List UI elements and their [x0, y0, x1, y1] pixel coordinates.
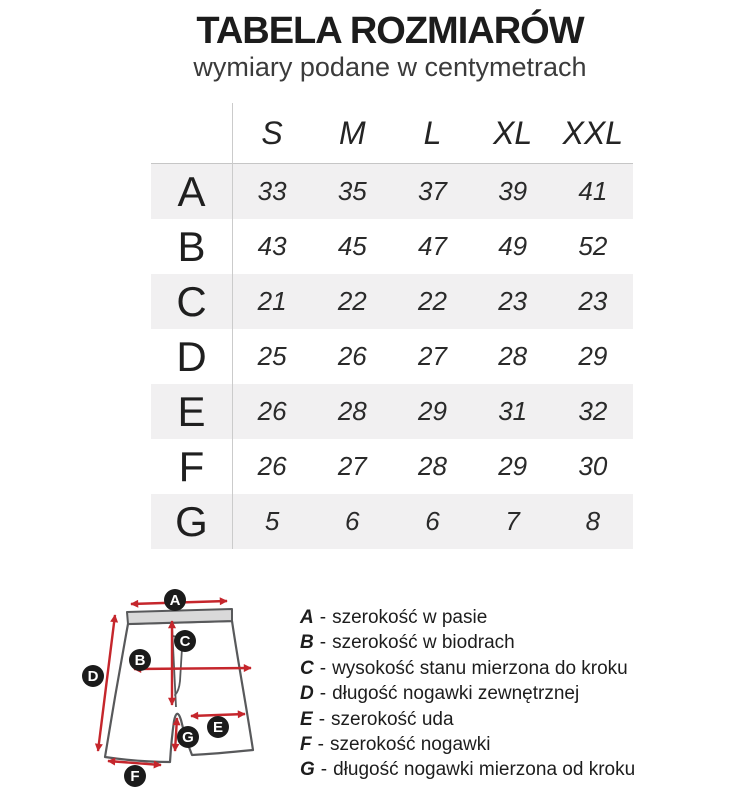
diagram-marker-b — [129, 649, 151, 671]
table-row-g — [151, 494, 633, 549]
value-e-s: 26 — [257, 396, 287, 426]
legend-letter-b: B — [300, 632, 314, 654]
legend-letter-g: G — [300, 759, 315, 781]
arrow-b — [134, 668, 251, 669]
column-header-xxl: XXL — [562, 114, 624, 151]
value-f-s: 26 — [257, 451, 287, 481]
measurement-legend — [300, 607, 730, 785]
value-c-xl: 23 — [498, 286, 528, 316]
legend-item-g — [300, 759, 730, 784]
value-d-xl: 28 — [498, 341, 528, 371]
svg-text:D: D — [87, 668, 99, 685]
diagram-marker-a — [164, 589, 186, 611]
value-g-s: 5 — [264, 506, 280, 536]
page-header — [13, 0, 754, 82]
row-label-f: F — [178, 442, 205, 490]
svg-text:A: A — [169, 592, 181, 609]
svg-text:G: G — [182, 729, 194, 746]
value-c-s: 21 — [257, 286, 287, 316]
value-b-m: 45 — [337, 231, 367, 261]
legend-description-f: szerokość nogawki — [329, 733, 491, 755]
diagram-marker-e — [207, 716, 229, 738]
waistband — [127, 609, 232, 624]
diagram-marker-d — [82, 665, 104, 687]
value-c-xxl: 23 — [578, 286, 608, 316]
legend-description-d: długość nogawki zewnętrznej — [332, 683, 580, 705]
legend-item-e — [300, 709, 730, 734]
legend-separator: - — [319, 657, 327, 679]
table-row-a — [151, 164, 633, 219]
table-row-c — [151, 274, 633, 329]
diagram-marker-f — [124, 765, 146, 787]
value-a-xl: 39 — [498, 176, 528, 206]
legend-separator: - — [318, 708, 326, 730]
value-f-xxl: 30 — [578, 451, 608, 481]
page-title: TABELA ROZMIARÓW — [196, 10, 584, 52]
legend-separator: - — [319, 683, 327, 705]
legend-description-a: szerokość w pasie — [332, 607, 488, 628]
value-b-xxl: 52 — [578, 231, 608, 261]
size-table — [151, 103, 633, 549]
legend-item-a — [300, 607, 730, 632]
legend-separator: - — [319, 607, 327, 628]
legend-separator: - — [320, 759, 328, 781]
column-header-xl: XL — [493, 114, 533, 151]
value-c-l: 22 — [418, 286, 447, 316]
value-f-xl: 29 — [498, 451, 528, 481]
value-b-s: 43 — [257, 231, 287, 261]
svg-text:F: F — [130, 768, 140, 785]
legend-item-b — [300, 632, 730, 657]
value-g-xxl: 8 — [585, 506, 601, 536]
row-label-g: G — [175, 497, 208, 545]
size-table-header-row — [151, 103, 633, 164]
row-label-e: E — [177, 387, 206, 435]
value-a-m: 35 — [337, 176, 367, 206]
legend-letter-d: D — [300, 683, 314, 705]
table-row-e — [151, 384, 633, 439]
legend-separator: - — [317, 733, 324, 755]
legend-letter-a: A — [300, 607, 314, 628]
legend-letter-f: F — [300, 733, 312, 755]
table-row-d — [151, 329, 633, 384]
value-d-m: 26 — [337, 341, 367, 371]
value-e-xl: 31 — [498, 396, 528, 426]
table-row-f — [151, 439, 633, 494]
value-a-xxl: 41 — [578, 176, 608, 206]
column-header-s: S — [261, 114, 283, 151]
legend-item-f — [300, 734, 730, 759]
column-header-m: M — [338, 114, 366, 151]
value-a-s: 33 — [257, 176, 287, 206]
value-e-xxl: 32 — [578, 396, 608, 426]
legend-item-d — [300, 683, 730, 708]
legend-letter-e: E — [300, 708, 313, 730]
legend-description-g: długość nogawki mierzona od kroku — [333, 759, 636, 781]
table-vertical-divider — [232, 103, 233, 549]
shorts-measurement-diagram — [55, 588, 310, 796]
row-label-b: B — [177, 222, 206, 270]
svg-text:B: B — [134, 652, 146, 669]
value-g-xl: 7 — [505, 506, 520, 536]
svg-text:E: E — [212, 719, 224, 736]
row-label-d: D — [176, 332, 207, 380]
legend-description-e: szerokość uda — [331, 708, 454, 730]
diagram-marker-c — [174, 630, 196, 652]
value-d-s: 25 — [257, 341, 287, 371]
value-d-l: 27 — [418, 341, 447, 371]
value-f-m: 27 — [337, 451, 367, 481]
value-e-m: 28 — [337, 396, 367, 426]
value-b-xl: 49 — [498, 231, 528, 261]
svg-text:C: C — [179, 633, 191, 650]
value-a-l: 37 — [418, 176, 447, 206]
legend-item-c — [300, 658, 730, 683]
arrow-g — [175, 718, 177, 751]
value-d-xxl: 29 — [578, 341, 608, 371]
value-f-l: 28 — [418, 451, 447, 481]
diagram-marker-g — [177, 726, 199, 748]
legend-description-c: wysokość stanu mierzona do kroku — [332, 657, 628, 679]
value-g-l: 6 — [425, 506, 440, 536]
legend-description-b: szerokość w biodrach — [332, 632, 515, 654]
row-label-c: C — [176, 277, 207, 325]
page-subtitle: wymiary podane w centymetrach — [193, 52, 587, 82]
value-e-l: 29 — [418, 396, 447, 426]
legend-separator: - — [319, 632, 327, 654]
row-label-a: A — [177, 167, 206, 215]
value-c-m: 22 — [337, 286, 367, 316]
value-b-l: 47 — [418, 231, 447, 261]
table-row-b — [151, 219, 633, 274]
column-header-l: L — [423, 114, 442, 151]
value-g-m: 6 — [345, 506, 360, 536]
legend-letter-c: C — [300, 657, 314, 679]
